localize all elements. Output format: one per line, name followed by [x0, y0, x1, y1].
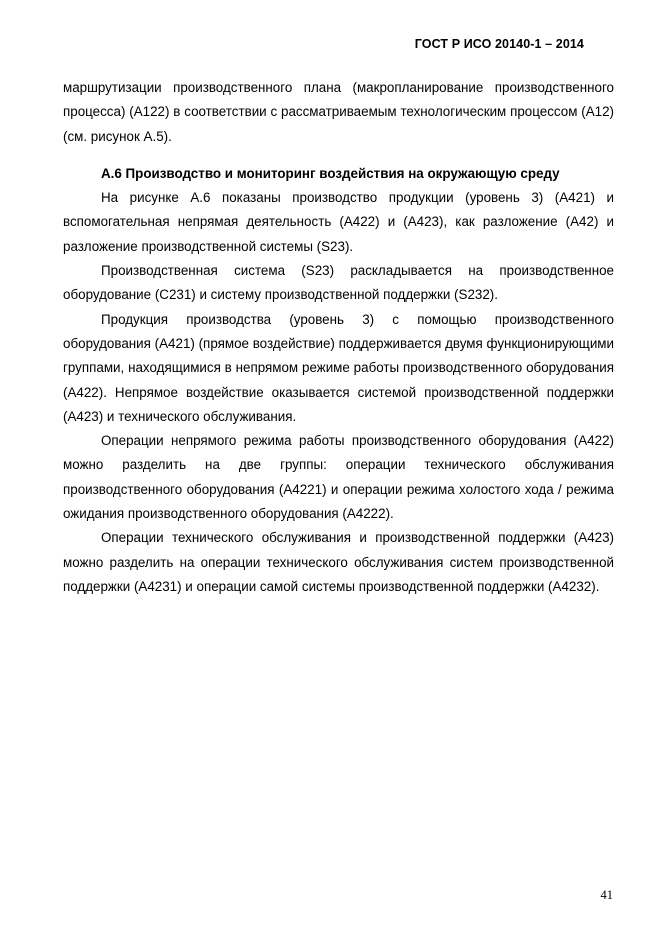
body-paragraph: Производственная система (S23) раскладывается на производственное оборудование (С231) и систему производственной поддержки (S232). — [63, 263, 614, 303]
continued-paragraph: маршрутизации производственного плана (макропланирование производственного процесса) (А122) в соответствии с рассматриваемым технологическим процессом (А12) (см. рисунок А.5). — [63, 80, 614, 144]
document-code-header: ГОСТ Р ИСО 20140-1 – 2014 — [414, 37, 584, 51]
body-paragraph: На рисунке А.6 показаны производство продукции (уровень 3) (А421) и вспомогательная непрямая деятельность (А422) и (А423), как разложение (А42) и разложение производственной системы (S23). — [63, 190, 614, 254]
body-paragraph: Операции непрямого режима работы производственного оборудования (А422) можно разделить на две группы: операции технического обслуживания производственного оборудования (А4221) и операции режима холостого хода / режима ожидания производственного оборудования (А4222). — [63, 433, 614, 522]
body-paragraph: Операции технического обслуживания и производственной поддержки (А423) можно разделить на операции технического обслуживания систем производственной поддержки (А4231) и операции самой системы производственной поддержки (А4232). — [63, 530, 614, 594]
page-body — [63, 76, 614, 599]
page-number: 41 — [600, 888, 613, 902]
section-heading-a6: А.6 Производство и мониторинг воздействия на окружающую среду — [101, 165, 560, 181]
body-paragraph: Продукция производства (уровень 3) с помощью производственного оборудования (А421) (прямое воздействие) поддерживается двумя функционирующими группами, находящимися в непрямом режиме работы производственного оборудования (А422). Непрямое воздействие оказывается системой производственной поддержки (А423) и технического обслуживания. — [63, 311, 614, 424]
